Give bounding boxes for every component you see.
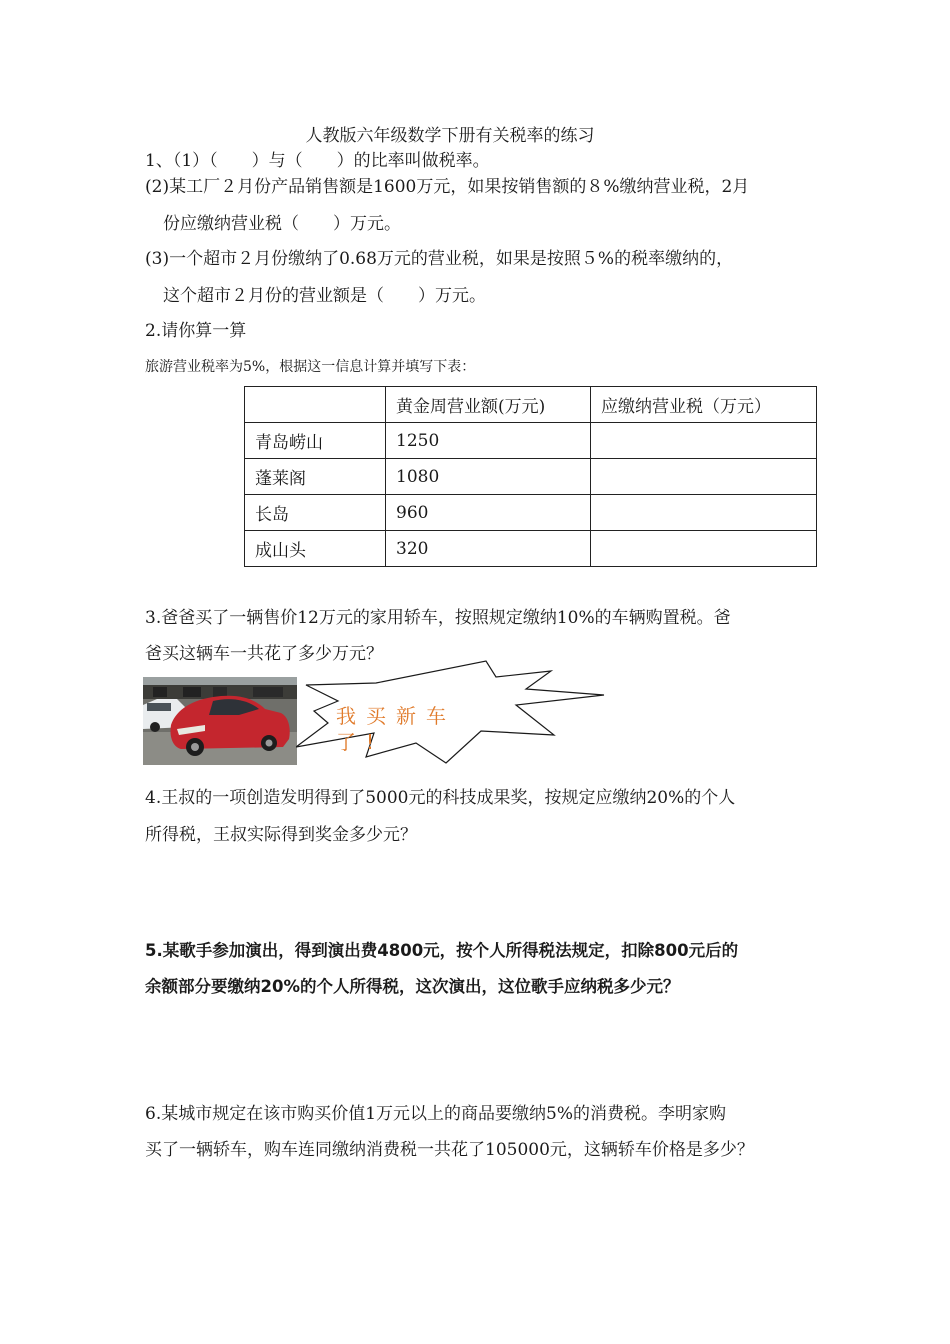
q6-line2: 买了一辆轿车，购车连同缴纳消费税一共花了105000元，这辆轿车价格是多少？	[145, 1140, 754, 1160]
table-cell-tax[interactable]	[591, 423, 817, 459]
q6-line1: 6.某城市规定在该市购买价值1万元以上的商品要缴纳5%的消费税。李明家购	[145, 1104, 727, 1124]
table-cell-revenue: 1080	[386, 459, 591, 495]
q3-line2: 爸买这辆车一共花了多少万元？	[145, 644, 383, 664]
bubble-text-line1: 我买新车	[336, 704, 456, 728]
table-cell-revenue: 320	[386, 531, 591, 567]
table-header-cell: 黄金周营业额(万元)	[386, 387, 591, 423]
table-cell-place: 成山头	[245, 531, 386, 567]
bubble-text-line2: 了!	[336, 730, 385, 754]
q4-line1: 4.王叔的一项创造发明得到了5000元的科技成果奖，按规定应缴纳20%的个人	[145, 788, 736, 808]
table-row	[245, 459, 817, 495]
table-header-cell: 应缴纳营业税（万元）	[591, 387, 817, 423]
q1-line2: (2)某工厂２月份产品销售额是1600万元，如果按销售额的８%缴纳营业税，2月	[145, 177, 750, 197]
table-cell-place: 青岛崂山	[245, 423, 386, 459]
table-cell-tax[interactable]	[591, 531, 817, 567]
table-cell-revenue: 1250	[386, 423, 591, 459]
table-row	[245, 531, 817, 567]
page-title: 人教版六年级数学下册有关税率的练习	[305, 126, 595, 146]
speech-bubble	[296, 655, 606, 765]
table-cell-place: 长岛	[245, 495, 386, 531]
table-header-cell	[245, 387, 386, 423]
table-row	[245, 423, 817, 459]
table-cell-revenue: 960	[386, 495, 591, 531]
table-cell-tax[interactable]	[591, 459, 817, 495]
tax-table	[244, 386, 817, 567]
q1-line5: 这个超市２月份的营业额是（ ）万元。	[163, 286, 486, 306]
car-photo	[143, 677, 297, 765]
table-cell-place: 蓬莱阁	[245, 459, 386, 495]
q2-intro: 旅游营业税率为5%，根据这一信息计算并填写下表：	[145, 359, 476, 375]
table-cell-tax[interactable]	[591, 495, 817, 531]
q5-line2: 余额部分要缴纳20%的个人所得税，这次演出，这位歌手应纳税多少元？	[145, 977, 680, 996]
table-header-row	[245, 387, 817, 423]
q2-heading: 2.请你算一算	[145, 321, 247, 341]
q1-line1: 1、（1）（ ）与（ ）的比率叫做税率。	[145, 151, 490, 171]
q4-line2: 所得税，王叔实际得到奖金多少元？	[145, 825, 417, 845]
q5-line1: 5.某歌手参加演出，得到演出费4800元，按个人所得税法规定，扣除800元后的	[145, 941, 739, 960]
q1-line3: 份应缴纳营业税（ ）万元。	[163, 214, 401, 234]
q3-line1: 3.爸爸买了一辆售价12万元的家用轿车，按照规定缴纳10%的车辆购置税。爸	[145, 608, 731, 628]
table-row	[245, 495, 817, 531]
q1-line4: (3)一个超市２月份缴纳了0.68万元的营业税，如果是按照５%的税率缴纳的，	[145, 249, 734, 269]
